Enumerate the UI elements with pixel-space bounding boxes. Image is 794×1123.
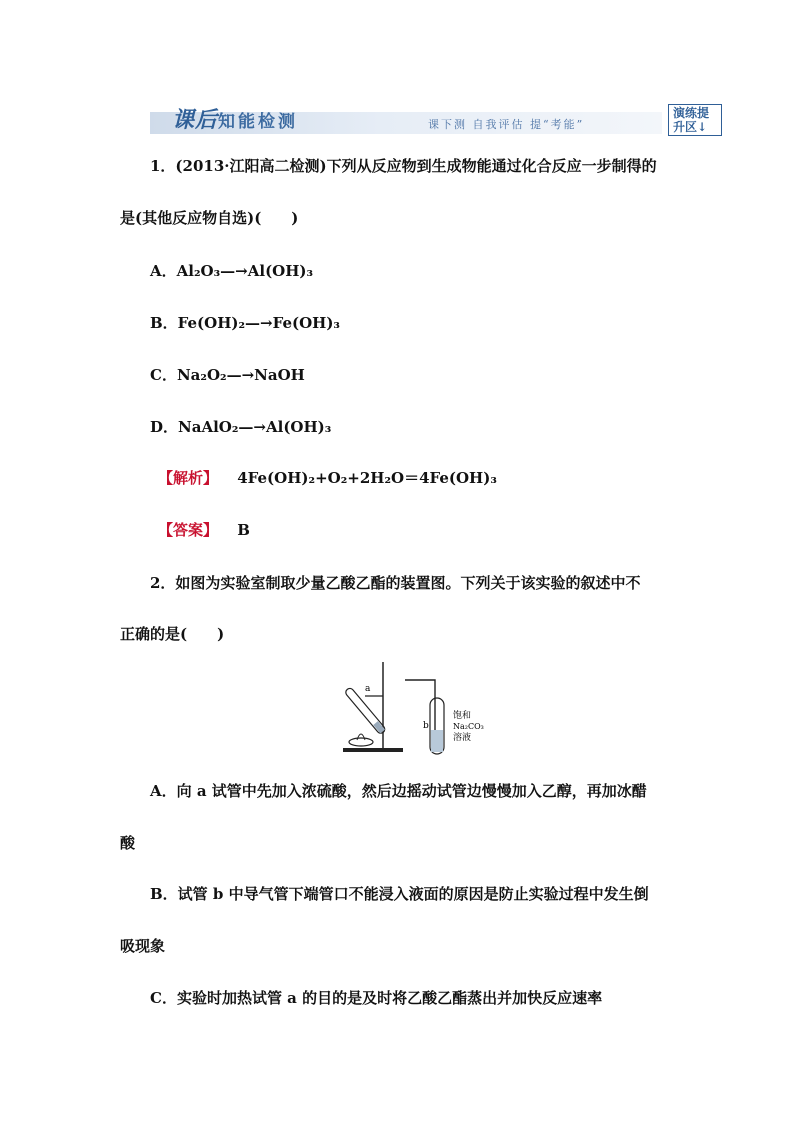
q1-stem-line1: 1．(2013·江阳高二检测)下列从反应物到生成物能通过化合反应一步制得的: [150, 157, 657, 175]
label-tube-b: b: [423, 721, 429, 731]
banner-title: [172, 103, 298, 134]
answer-text: B: [237, 521, 250, 539]
analysis-label: 【解析】: [158, 469, 219, 487]
q1-answer: [158, 519, 250, 540]
banner-title-a: 课后: [172, 107, 219, 133]
apparatus-drawing: [335, 658, 495, 758]
q1-option-a: A．Al₂O₃—→Al(OH)₃: [150, 262, 314, 280]
q1-option-b: B．Fe(OH)₂—→Fe(OH)₃: [150, 314, 340, 332]
label-solution: 溶液: [453, 733, 472, 743]
q1-option-d: D．NaAlO₂—→Al(OH)₃: [150, 418, 332, 436]
q2-option-a-line2: 酸: [120, 834, 136, 852]
q2-stem-line2: 正确的是( ): [120, 625, 225, 643]
analysis-text: 4Fe(OH)₂+O₂+2H₂O＝4Fe(OH)₃: [237, 469, 497, 487]
answer-label: 【答案】: [158, 521, 219, 539]
q1-stem-line2: 是(其他反应物自选)( ): [120, 209, 299, 227]
apparatus-figure: [335, 658, 495, 758]
section-banner: [150, 104, 725, 138]
banner-title-b: 知能检测: [218, 112, 299, 132]
q2-stem-line1: 2．如图为实验室制取少量乙酸乙酯的装置图。下列关于该实验的叙述中不: [150, 574, 641, 592]
q2-option-c-line1: C．实验时加热试管 a 的目的是及时将乙酸乙酯蒸出并加快反应速率: [150, 989, 603, 1007]
q2-option-b-line1: B．试管 b 中导气管下端管口不能浸入液面的原因是防止实验过程中发生倒: [150, 885, 649, 903]
q1-analysis: [158, 467, 497, 488]
banner-subtitle: 课下测 自我评估 提“考能”: [428, 118, 585, 131]
practice-zone-link[interactable]: [668, 104, 722, 136]
label-na2co3: Na₂CO₃: [453, 722, 484, 731]
q2-option-b-line2: 吸现象: [120, 937, 166, 955]
q2-option-a-line1: A．向 a 试管中先加入浓硫酸，然后边摇动试管边慢慢加入乙醇，再加冰醋: [150, 782, 647, 800]
practice-zone-line2: 升区↓: [673, 120, 708, 134]
label-saturated: 饱和: [453, 711, 472, 721]
practice-zone-line1: 演练提: [673, 106, 710, 120]
q1-option-c: C．Na₂O₂—→NaOH: [150, 366, 305, 384]
label-tube-a: a: [365, 684, 371, 694]
